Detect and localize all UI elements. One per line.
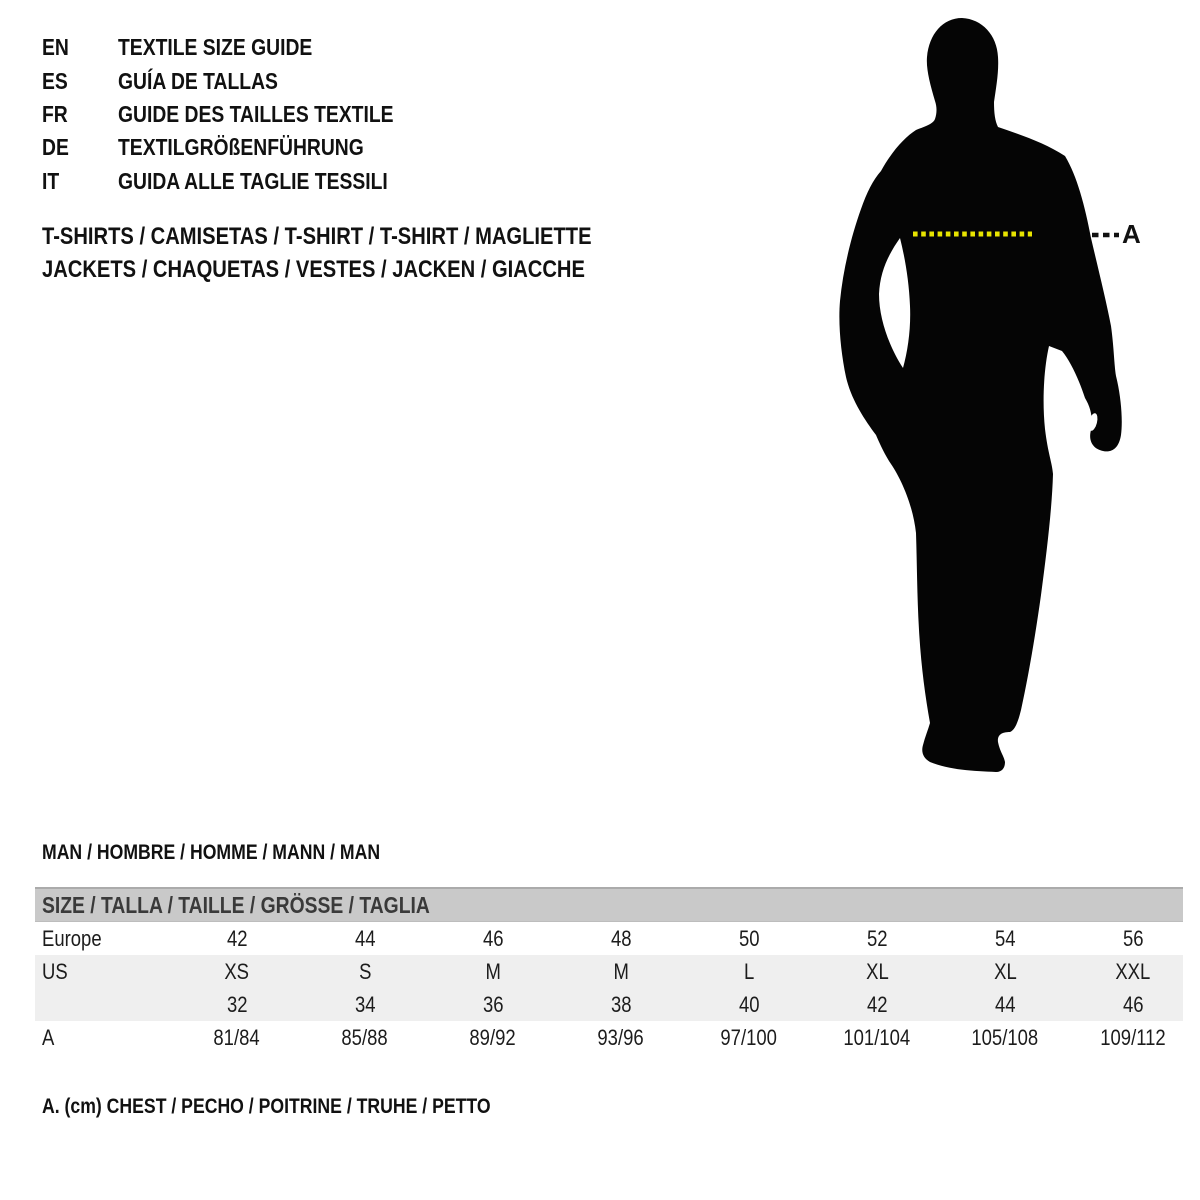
size-value: XS [224,958,250,984]
table-header-label: SIZE / TALLA / TAILLE / GRÖSSE / TAGLIA [42,891,430,918]
category-line-jackets: JACKETS / CHAQUETAS / VESTES / JACKEN / GIACCHE [42,255,585,283]
language-title-list [42,31,446,198]
man-body-shape [839,18,1121,772]
table-row-europe [35,922,1197,955]
lang-title: GUIDA ALLE TAGLIE TESSILI [118,167,388,194]
size-value: 40 [738,991,760,1017]
size-value: 42 [866,991,888,1017]
row-label: Europe [42,925,102,951]
size-value: XL [865,958,889,984]
size-value: 36 [482,991,504,1017]
size-value: 32 [226,991,248,1017]
garment-categories [42,220,696,286]
lang-title: TEXTILGRÖßENFÜHRUNG [118,134,364,161]
lang-row-fr [42,98,446,131]
size-value: M [485,958,501,984]
size-value: L [743,958,755,984]
size-value: 105/108 [971,1024,1039,1050]
size-value: 44 [354,925,376,951]
section-title-man: MAN / HOMBRE / HOMME / MANN / MAN [42,841,381,864]
size-value: 46 [1122,991,1144,1017]
size-value: 46 [482,925,504,951]
size-value: 97/100 [720,1024,778,1050]
table-row-us [35,955,1197,988]
table-header-bar [35,887,1183,922]
lang-code: DE [42,134,69,161]
lang-code: EN [42,34,69,61]
size-value: 85/88 [341,1024,389,1050]
size-value: 81/84 [213,1024,261,1050]
lang-row-it [42,165,446,198]
table-body [35,922,1197,1054]
size-value: 54 [994,925,1016,951]
size-value: 109/112 [1100,1024,1166,1050]
size-value: 48 [610,925,632,951]
lang-row-en [42,31,446,64]
table-row-chest-a [35,1021,1197,1054]
table-row-numeric [35,988,1197,1021]
size-value: 56 [1122,925,1144,951]
lang-row-es [42,64,446,97]
size-value: 93/96 [597,1024,645,1050]
size-value: 42 [226,925,248,951]
measure-legend: A. (cm) CHEST / PECHO / POITRINE / TRUHE / PETTO [42,1095,491,1118]
size-value: 38 [610,991,632,1017]
size-value: S [358,958,372,984]
size-value: 89/92 [469,1024,517,1050]
row-label: A [42,1024,55,1050]
lang-code: IT [42,167,60,194]
size-value: 44 [994,991,1016,1017]
lang-row-de [42,131,446,164]
size-value: 101/104 [843,1024,911,1050]
lang-code: FR [42,100,68,127]
man-silhouette-figure [835,10,1125,800]
category-line-tshirts: T-SHIRTS / CAMISETAS / T-SHIRT / T-SHIRT / MAGLIETTE [42,222,592,250]
size-value: 50 [738,925,760,951]
size-value: XXL [1115,958,1151,984]
lang-title: GUÍA DE TALLAS [118,67,278,94]
size-value: XL [993,958,1017,984]
row-label: US [42,958,68,984]
size-value: M [613,958,629,984]
lang-title: TEXTILE SIZE GUIDE [118,34,313,61]
measure-label-a: A [1122,219,1141,249]
lang-title: GUIDE DES TAILLES TEXTILE [118,100,394,127]
size-value: 52 [866,925,888,951]
lang-code: ES [42,67,68,94]
size-table [35,887,1197,1054]
size-value: 34 [354,991,376,1017]
